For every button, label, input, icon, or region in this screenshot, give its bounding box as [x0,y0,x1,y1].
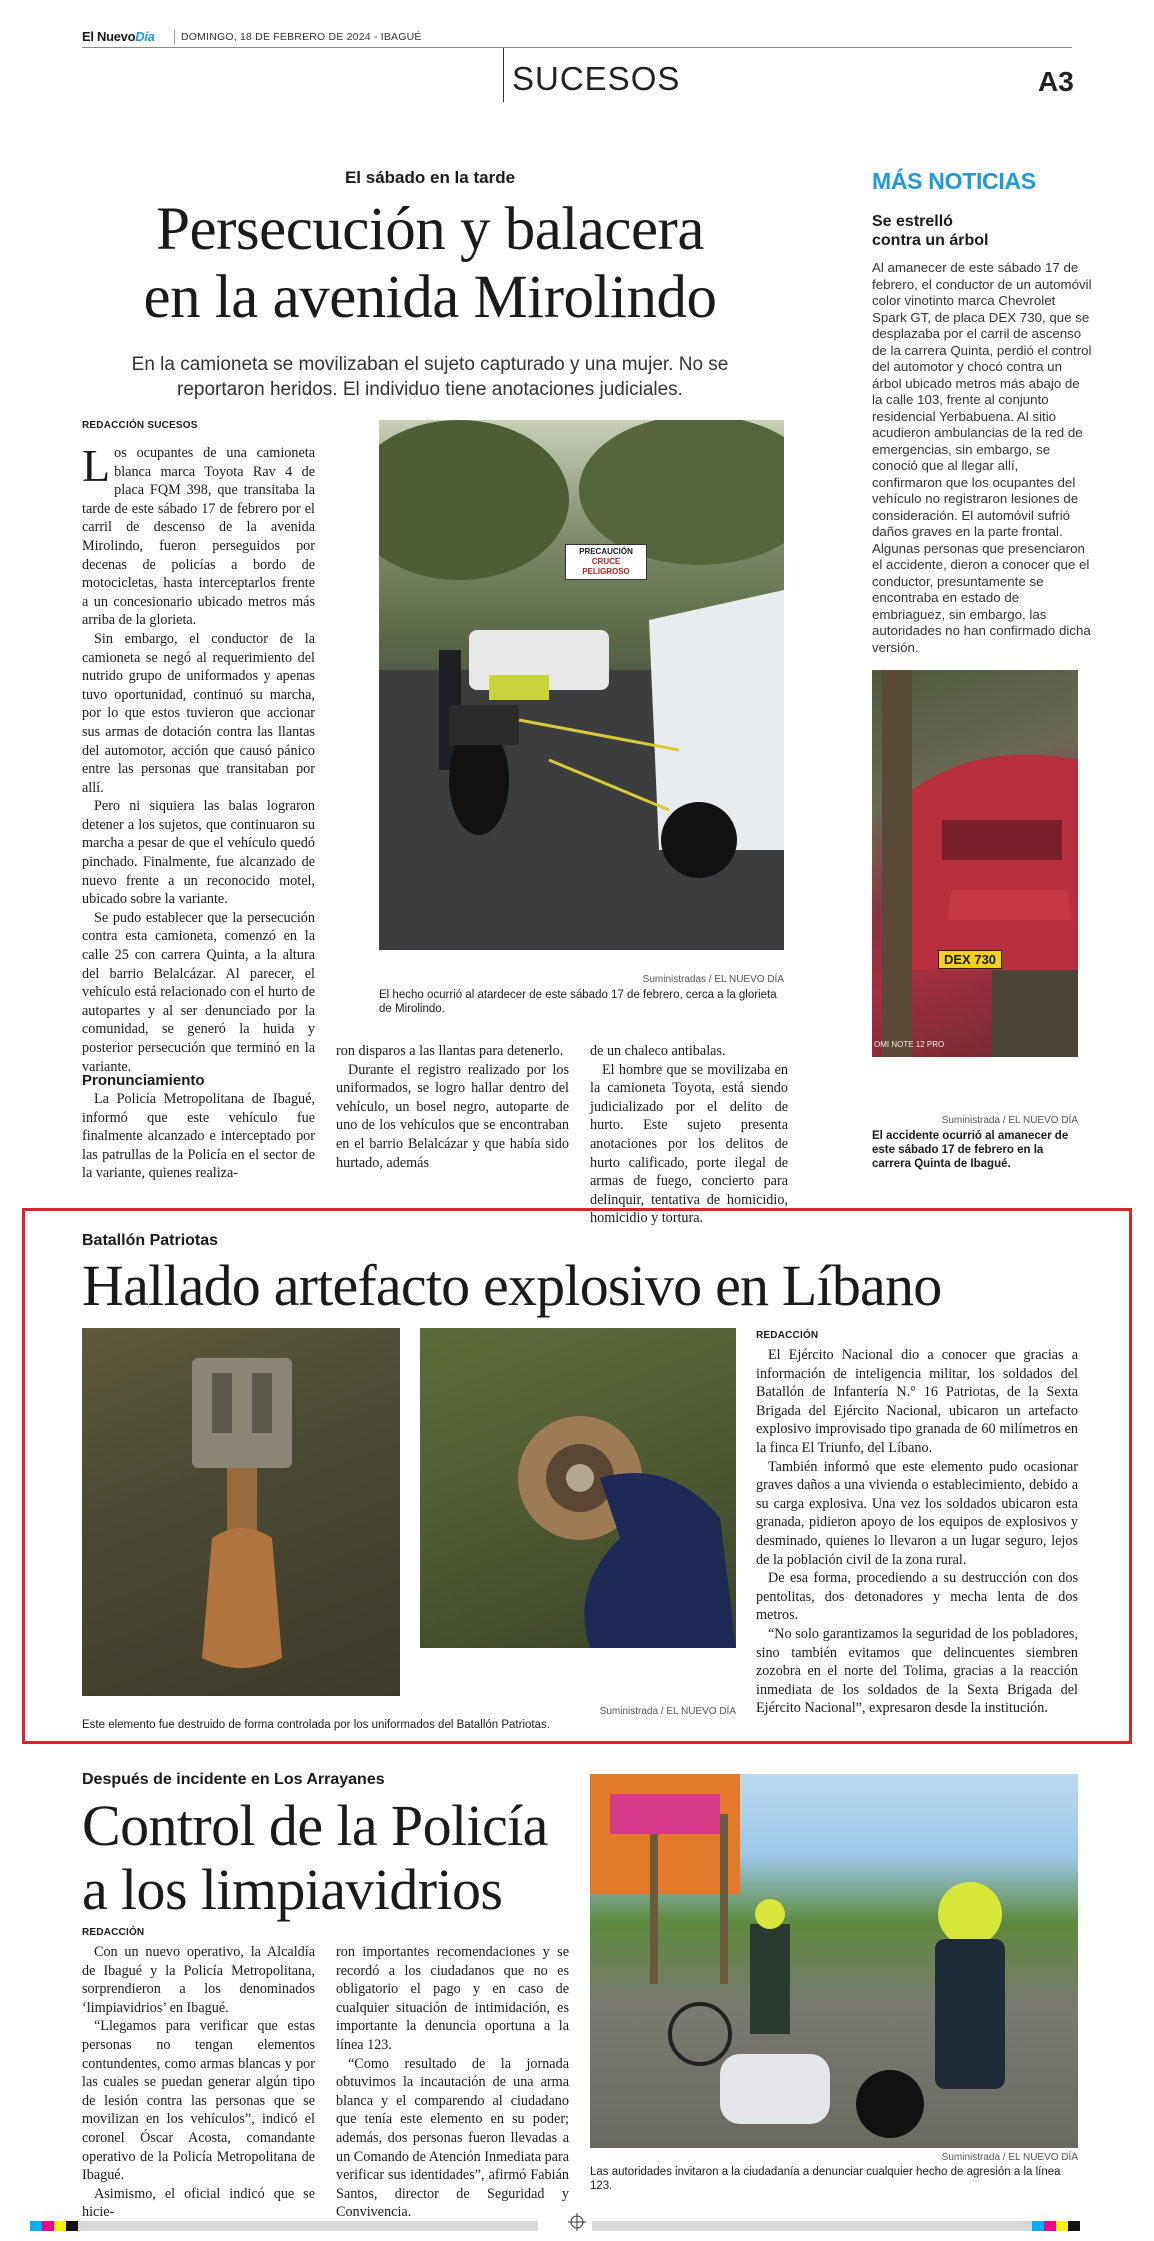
story3-kicker: Después de incidente en Los Arrayanes [82,1771,385,1788]
story2-photo-credit: Suministrada / EL NUEVO DÍA [599,1706,736,1717]
warning-sign [565,544,647,580]
deck-line: reportaron heridos. El individuo tiene anotaciones judiciales. [177,379,683,400]
gloved-hand-illustration [420,1328,736,1648]
story1-headline [0,196,860,332]
grenade-illustration [82,1328,400,1696]
story2-headline: Hallado artefacto explosivo en Líbano [82,1253,942,1318]
sidebar-photo-caption: El accidente ocurrió al amanecer de este sábado 17 de febrero en la carrera Quinta de Ibagué. [872,1130,1069,1170]
paragraph: “Como resultado de la jornada obtuvimos la incautación de una arma blanca y el comparendo al ciudadano que tenía este elemento en su poder; además, dos personas fueron llevadas a un Comando de Atención Inmediata para verificar sus identidades”, afirmó Fabián Santos, director de Seguridad y Convivencia. [336,2055,569,2221]
headline-line: en la avenida Mirolindo [143,264,717,331]
story3-column-2 [336,1943,569,2222]
license-plate: DEX 730 [938,950,1002,969]
brand-name: El Nuevo [82,29,136,44]
headline-line: Control de la Policía [82,1793,548,1858]
sign-text: PRECAUCIÓN [579,547,633,556]
story2-photo-grenade [82,1328,400,1696]
story3-photo-credit: Suministrada / EL NUEVO DÍA [941,2152,1078,2163]
brand-name-accent: Día [135,29,155,44]
story1-column-1 [82,440,315,1076]
paragraph: También informó que este elemento pudo ocasionar graves daños a una vivienda o establecimiento, debido a su carga explosiva. Una vez los soldados ubicaron esta granada, pidieron apoyo de los equipos de explosivos y desminado, quienes lo llevaron a un lugar seguro, lejos de la población civil de la zona rural. [756,1458,1078,1568]
story2-body [756,1346,1078,1718]
story3-photo [590,1774,1078,2148]
sidebar-photo-credit: Suministrada / EL NUEVO DÍA [941,1115,1078,1126]
story2-photo-glove [420,1328,736,1648]
story3-byline: REDACCIÓN [82,1927,145,1938]
print-color-bar-left [30,2218,538,2236]
crashed-car-scene [872,670,1078,1057]
camera-watermark: OMI NOTE 12 PRO [874,1040,945,1049]
paragraph: El Ejército Nacional dio a conocer que gracias a información de inteligencia militar, los soldados del Batallón de Infantería N.° 16 Patriotas, de la Sexta Brigada del Ejército Nacional, ubicaron un artefacto explosivo improvisado tipo granada de 60 milímetros en la finca El Triunfo, del Líbano. [756,1347,1078,1456]
story1-column-1-cont [82,1090,315,1183]
story2-byline: REDACCIÓN [756,1330,819,1341]
police-operation-scene [590,1774,1078,2148]
sidebar-photo [872,670,1078,1057]
paragraph: os ocupantes de una camioneta blanca marca Toyota Rav 4 de placa FQM 398, que transitaba la tarde de este sábado 17 de febrero por el carril de descenso de la avenida Mirolindo, fueron perseguidos por decenas de policías a bordo de motocicletas, hasta interceptarlos frente a un concesionario ubicado metros más arriba de la glorieta. [82,445,315,629]
sidebar-body: Al amanecer de este sábado 17 de febrero, el conductor de un automóvil color vinotinto marca Chevrolet Spark GT, de placa DEX 730, que se desplazaba por el carril de ascenso de la carrera Quinta, perdió el control del automotor y chocó contra un árbol ubicado metros más abajo de la calle 103, frente al conjunto residencial Yerbabuena. Al sitio acudieron ambulancias de la red de emergencias, sin embargo, se conoció que al llegar allí, confirmaron que los ocupantes del vehículo no registraron lesiones de consideración. El automóvil sufrió daños graves en la parte frontal. Algunas personas que presenciaron el accidente, dieron a conocer que el conductor, presuntamente se encontraba en estado de embriaguez, sin embargo, las autoridades no han confirmado dicha versión. [872,260,1092,655]
street-scene [379,420,784,950]
paragraph: ron disparos a las llantas para detenerlo. [336,1043,564,1059]
paragraph: Durante el registro realizado por los uniformados, se logro hallar dentro del vehículo, un bosel negro, autoparte de uno de los vehículos que se encontraban en el barrio Belalcázar y que había sido hurtado, además [336,1061,569,1171]
story3-column-1 [82,1943,315,2222]
title-line: contra un árbol [872,232,989,249]
sign-text: PELIGROSO [582,567,630,576]
paragraph: Pero ni siquiera las balas lograron detener a los sujetos, que continuaron su marcha a pesar de que el vehículo quedó pinchado. Finalmente, fue alcanzado de nuevo frente a un reconocido motel, ubicado sobre la variante. [82,798,315,908]
deck-line: En la camioneta se movilizaban el sujeto capturado y una mujer. No se [131,354,729,375]
section-title: SUCESOS [512,60,681,97]
masthead-logo [82,29,155,44]
paragraph: Asimismo, el oficial indicó que se hicie- [82,2185,315,2221]
story1-photo-caption: El hecho ocurrió al atardecer de este sábado 17 de febrero, cerca a la glorieta de Mirolindo. [379,989,777,1015]
paragraph: De esa forma, procediendo a su destrucción con dos pentolitas, dos detonadores y mecha lenta de dos metros. [756,1570,1078,1624]
story3-headline [82,1794,548,1922]
registration-mark-icon [568,2213,586,2231]
dropcap: L [82,440,111,491]
story1-kicker: El sábado en la tarde [344,168,516,187]
page-number: A3 [1038,66,1074,97]
paragraph: La Policía Metropolitana de Ibagué, informó que este vehículo fue finalmente alcanzado e interceptado por las patrullas de la Policía en el sector de la variante, quienes realiza- [82,1091,315,1182]
section-divider [503,48,504,102]
story3-photo-caption: Las autoridades invitaron a la ciudadanía a denunciar cualquier hecho de agresión a la línea 123. [590,2166,1061,2192]
story1-column-3 [590,1042,788,1228]
paragraph: “Llegamos para verificar que estas personas no tengan elementos contundentes, como armas blancas y por las cuales se puedan generar algún tipo de lesión contra las personas que se movilizan en los vehículos”, indicó el coronel Óscar Acosta, comandante operativo de la Policía Metropolitana de Ibagué. [82,2018,315,2184]
subhead: Pronunciamiento [82,1072,205,1089]
story1-photo-credit: Suministradas / EL NUEVO DÍA [642,974,784,985]
paragraph: ron importantes recomendaciones y se recordó a los ciudadanos que no es obligatorio el pago y en caso de cualquier situación de intimidación, es importante la denuncia oportuna a la línea 123. [336,1944,569,2053]
headline-line: Persecución y balacera [156,196,704,263]
story2-kicker: Batallón Patriotas [82,1232,219,1249]
print-color-bar-right [592,2218,1080,2236]
story1-column-2 [336,1042,569,1172]
header-divider-small [174,30,175,44]
story1-deck [0,352,860,402]
paragraph: Se pudo establecer que la persecución contra esta camioneta, comenzó en la calle 25 con carrera Quinta, a la altura del barrio Belalcázar. Al parecer, el vehículo está relacionado con el hurto de autopartes y al ser denunciado por la comunidad, se generó la huida y posterior persecución que terminó en la variante. [82,909,315,1075]
story1-byline: REDACCIÓN SUCESOS [82,420,198,431]
paragraph: Con un nuevo operativo, la Alcaldía de Ibagué y la Policía Metropolitana, sorprendieron a los denominados ‘limpiavidrios’ en Ibagué. [82,1944,315,2016]
paragraph: Sin embargo, el conductor de la camioneta se negó al requerimiento del nutrido grupo de uniformados y apenas tuvo oportunidad, continuó su marcha, por lo que estos tuvieron que accionar sus armas de dotación contra las llantas del automotor, acción que causó pánico entre las personas que transitaban por allí. [82,630,315,796]
date-line: DOMINGO, 18 DE FEBRERO DE 2024 - IBAGUÉ [181,31,422,43]
sidebar-heading: MÁS NOTICIAS [872,168,1036,194]
headline-line: a los limpiavidrios [82,1857,503,1922]
paragraph: “No solo garantizamos la seguridad de los pobladores, sino también evitamos que delincuentes siembren zozobra en el norte del Tolima, gracias a la reacción inmediata de los soldados de la Sexta Brigada del Ejército Nacional”, expresaron desde la institución. [756,1625,1078,1717]
title-line: Se estrelló [872,213,953,230]
sign-text: CRUCE [591,557,621,566]
paragraph: de un chaleco antibalas. [590,1043,726,1059]
story1-photo [379,420,784,950]
sidebar-title [872,212,988,250]
story2-photo-caption: Este elemento fue destruido de forma controlada por los uniformados del Batallón Patriotas. [82,1719,550,1731]
header-rule [82,47,1072,48]
paragraph: El hombre que se movilizaba en la camioneta Toyota, está siendo judicializado por el delito de hurto. Este sujeto presenta anotaciones por los delitos de hurto calificado, porte ilegal de armas de fuego, concierto para delinquir, tentativa de homicidio, homicidio y tortura. [590,1061,788,1227]
